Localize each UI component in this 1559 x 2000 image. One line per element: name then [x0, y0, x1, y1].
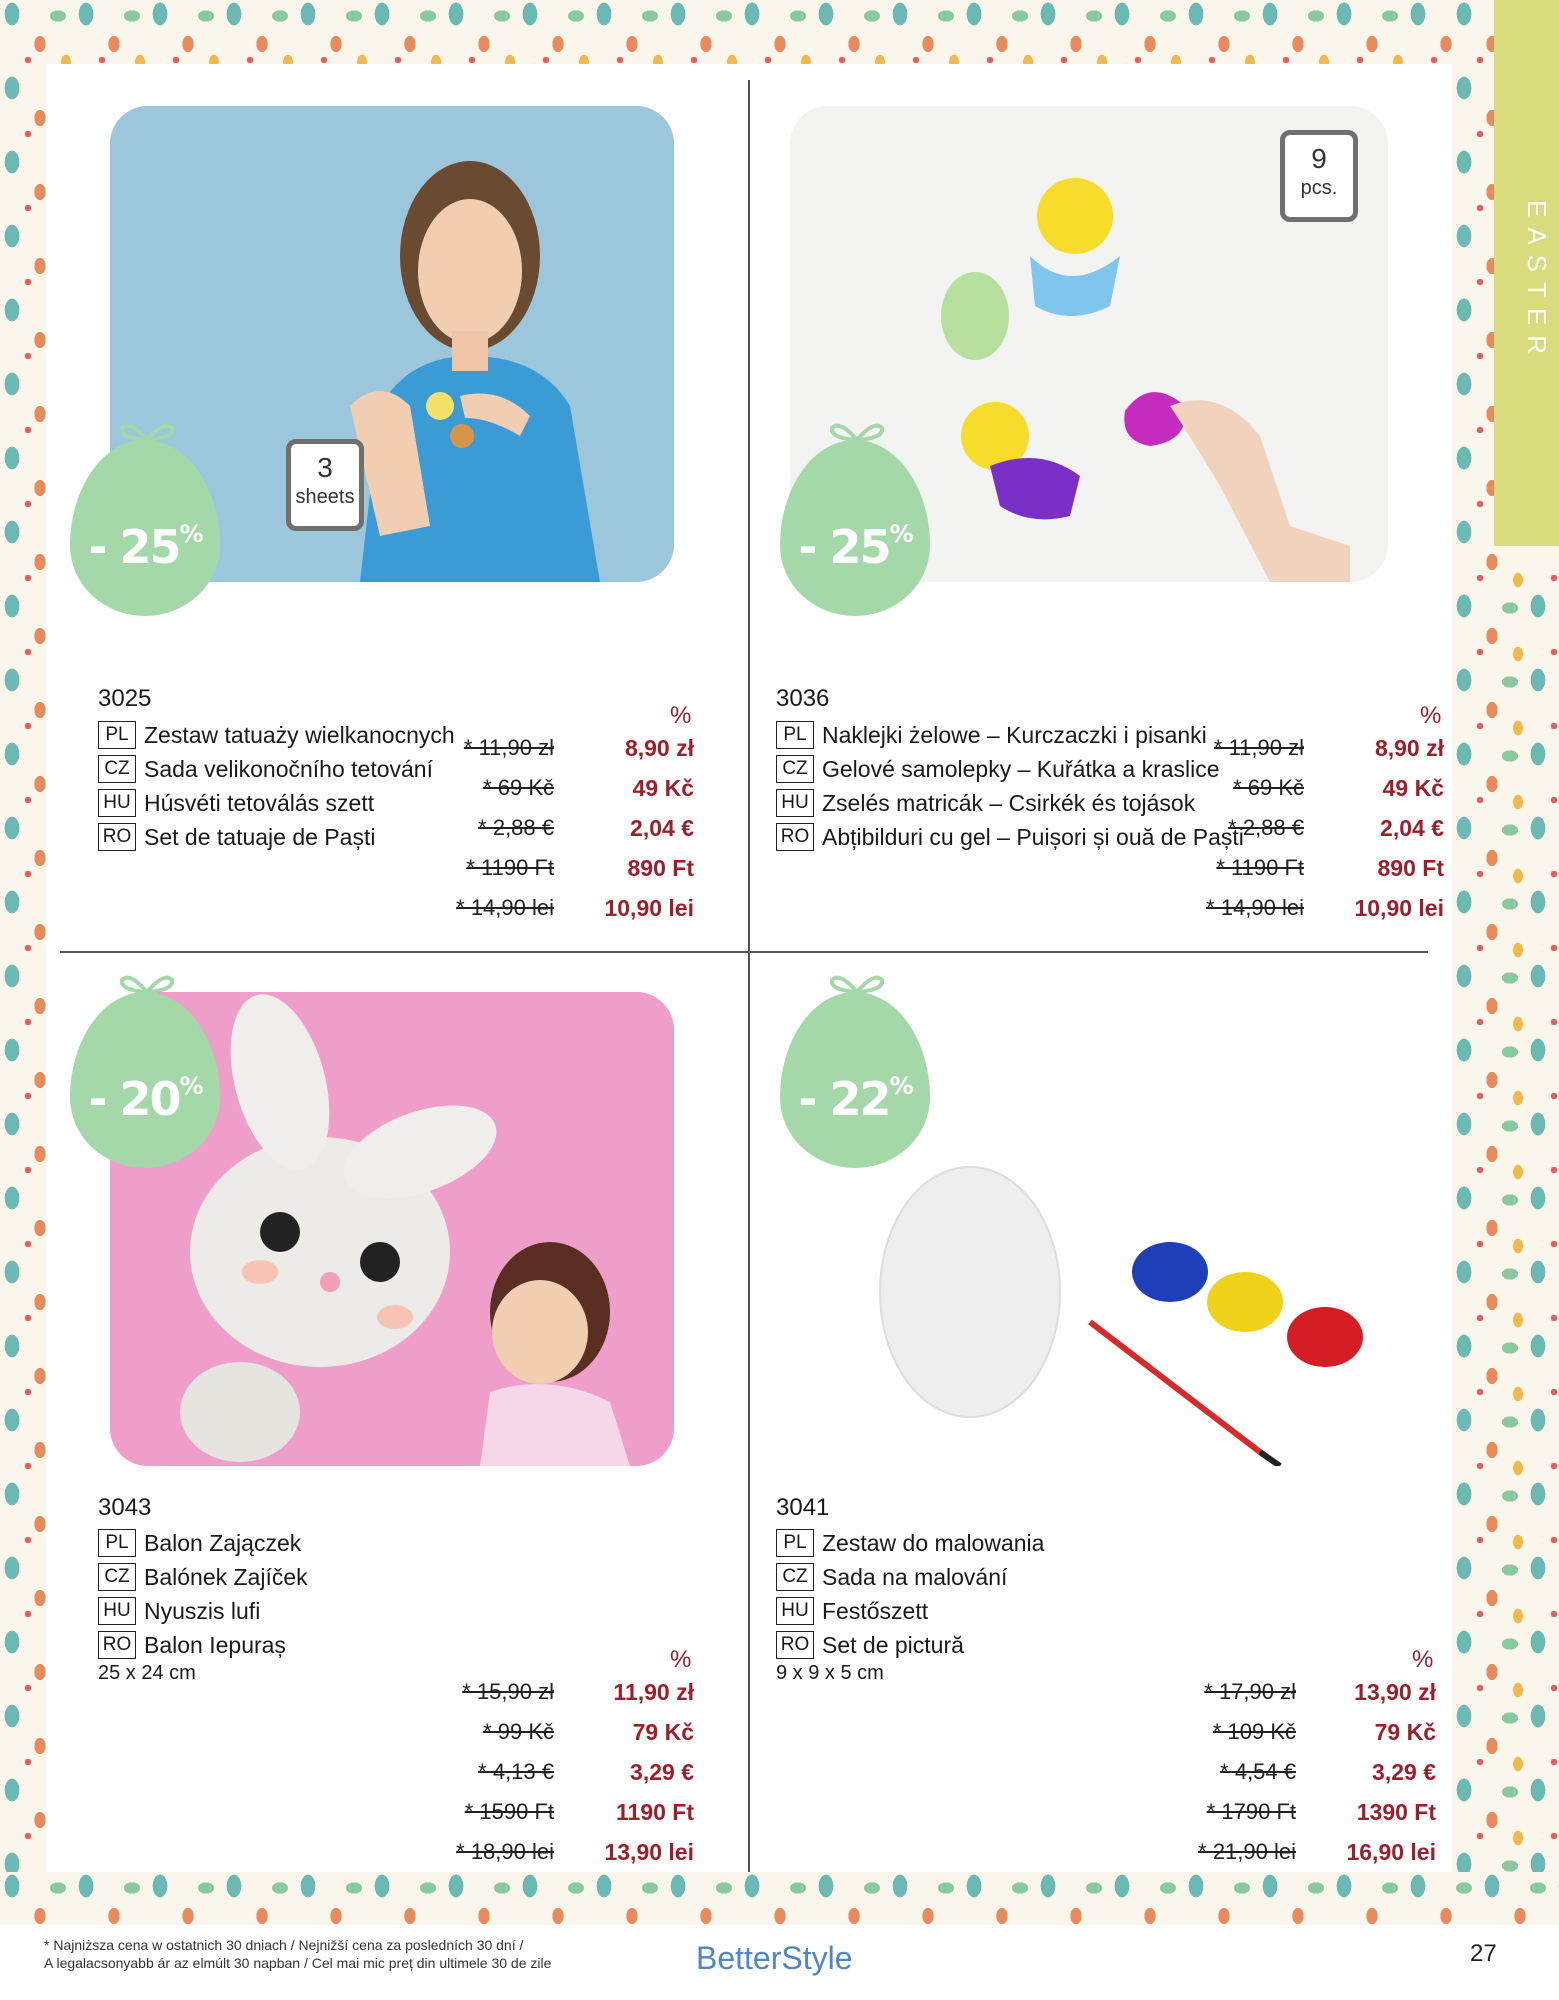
product-name: Húsvéti tetoválás szett — [144, 789, 375, 816]
product-name: Zselés matricák – Csirkék és tojások — [822, 789, 1196, 816]
new-price: 11,90 zł — [613, 1678, 694, 1705]
product-code: 3041 — [776, 1494, 830, 1521]
name-row-ro — [98, 820, 455, 854]
product-name: Set de tatuaje de Paști — [144, 823, 376, 850]
price-row-ron — [1186, 1832, 1436, 1872]
section-tab-label: EASTER — [1522, 200, 1552, 365]
product-code: 3043 — [98, 1494, 152, 1521]
new-price: 49 Kč — [1382, 774, 1444, 801]
piece-count-unit: pcs. — [1300, 177, 1338, 199]
old-price: * 1190 Ft — [466, 855, 554, 880]
percent-header: % — [1420, 702, 1442, 729]
easter-pattern-bottom — [0, 1872, 1559, 1925]
product-name: Sada velikonočního tetování — [144, 755, 433, 782]
lang-tag: HU — [776, 1597, 814, 1625]
discount-egg-badge — [70, 420, 220, 616]
name-row-cz — [98, 1560, 308, 1594]
product-name: Abțibilduri cu gel – Puișori și ouă de Paști — [822, 823, 1244, 850]
price-row-eur — [1186, 1752, 1436, 1792]
new-price: 3,29 € — [630, 1758, 694, 1785]
old-price: * 1790 Ft — [1206, 1799, 1296, 1824]
lang-tag: CZ — [776, 755, 814, 783]
lang-tag: RO — [98, 823, 136, 851]
name-row-hu — [98, 786, 455, 820]
old-price: * 4,13 € — [478, 1759, 554, 1784]
old-price: * 18,90 lei — [456, 1839, 554, 1864]
price-list — [1186, 1672, 1436, 1872]
product-name: Zestaw do malowania — [822, 1529, 1045, 1556]
product-name: Naklejki żelowe – Kurczaczki i pisanki — [822, 721, 1207, 748]
lang-tag: CZ — [98, 755, 136, 783]
price-row-huf — [1194, 848, 1444, 888]
easter-pattern-top — [0, 0, 1559, 64]
old-price: * 4,54 € — [1220, 1759, 1296, 1784]
lang-tag: PL — [98, 721, 136, 749]
section-tab[interactable] — [1494, 0, 1559, 546]
lang-tag: RO — [776, 823, 814, 851]
product-dimensions: 25 x 24 cm — [98, 1662, 196, 1684]
new-price: 2,04 € — [1380, 814, 1444, 841]
lang-tag: RO — [98, 1631, 136, 1659]
discount-percent: % — [889, 1072, 912, 1100]
lowest-price-footnote — [44, 1936, 551, 1972]
product-name: Nyuszis lufi — [144, 1597, 261, 1624]
price-row-czk — [444, 1712, 694, 1752]
old-price: * 21,90 lei — [1198, 1839, 1296, 1864]
product-name: Festőszett — [822, 1597, 929, 1624]
name-row-pl — [776, 718, 1244, 752]
vertical-divider — [748, 80, 750, 1872]
name-row-cz — [776, 1560, 1044, 1594]
old-price: * 1590 Ft — [464, 1799, 554, 1824]
new-price: 890 Ft — [1377, 854, 1444, 881]
sheet-count-number: 3 — [317, 452, 333, 483]
new-price: 79 Kč — [1374, 1718, 1436, 1745]
lang-tag: PL — [98, 1529, 136, 1557]
discount-percent: % — [179, 1072, 202, 1100]
product-code: 3025 — [98, 685, 152, 712]
price-row-ron — [1194, 888, 1444, 928]
product-name: Zestaw tatuaży wielkanocnych — [144, 721, 455, 748]
price-list — [1194, 728, 1444, 928]
lang-tag: RO — [776, 1631, 814, 1659]
name-row-pl — [98, 718, 455, 752]
name-row-hu — [776, 786, 1244, 820]
new-price: 2,04 € — [630, 814, 694, 841]
discount-egg-badge — [70, 972, 220, 1168]
new-price: 8,90 zł — [1374, 734, 1444, 761]
old-price: * 69 Kč — [483, 775, 554, 800]
footnote-line: * Najniższa cena w ostatnich 30 dniach / Nejnižší cena za posledních 30 dní / — [44, 1937, 524, 1953]
discount-percent: % — [179, 520, 202, 548]
new-price: 1190 Ft — [616, 1798, 694, 1825]
old-price: * 69 Kč — [1233, 775, 1304, 800]
percent-header: % — [670, 702, 692, 729]
name-row-hu — [776, 1594, 1044, 1628]
discount-label — [780, 520, 930, 574]
price-row-ron — [444, 1832, 694, 1872]
discount-value: - 25 — [798, 520, 890, 574]
old-price: * 11,90 zł — [463, 735, 554, 760]
old-price: * 1190 Ft — [1216, 855, 1304, 880]
product-name: Balon Zajączek — [144, 1529, 302, 1556]
price-row-pln — [444, 728, 694, 768]
lang-tag: PL — [776, 721, 814, 749]
new-price: 79 Kč — [632, 1718, 694, 1745]
price-list — [444, 1672, 694, 1872]
sheet-count-badge — [286, 439, 364, 531]
new-price: 10,90 lei — [1354, 894, 1444, 921]
price-row-eur — [1194, 808, 1444, 848]
name-row-pl — [98, 1526, 308, 1560]
sheet-count-unit: sheets — [295, 486, 355, 508]
new-price: 49 Kč — [632, 774, 694, 801]
piece-count-badge — [1280, 130, 1358, 222]
price-row-czk — [444, 768, 694, 808]
discount-value: - 25 — [88, 520, 180, 574]
discount-value: - 20 — [88, 1072, 180, 1126]
new-price: 3,29 € — [1372, 1758, 1436, 1785]
old-price: * 11,90 zł — [1213, 735, 1304, 760]
product-names — [776, 1526, 1044, 1662]
product-names — [98, 718, 455, 854]
new-price: 1390 Ft — [1356, 1798, 1436, 1825]
footnote-line: A legalacsonyabb ár az elmúlt 30 napban / Cel mai mic preț din ultimele 30 de zile — [44, 1955, 552, 1971]
lang-tag: CZ — [776, 1563, 814, 1591]
horizontal-divider — [60, 951, 1428, 953]
product-dimensions: 9 x 9 x 5 cm — [776, 1662, 884, 1684]
new-price: 13,90 lei — [604, 1838, 694, 1865]
lang-tag: CZ — [98, 1563, 136, 1591]
price-row-pln — [1194, 728, 1444, 768]
lang-tag: HU — [776, 789, 814, 817]
new-price: 13,90 zł — [1354, 1678, 1436, 1705]
percent-header: % — [1412, 1646, 1434, 1673]
old-price: * 99 Kč — [483, 1719, 554, 1744]
new-price: 8,90 zł — [624, 734, 694, 761]
product-names — [776, 718, 1244, 854]
discount-egg-badge — [780, 420, 930, 616]
name-row-pl — [776, 1526, 1044, 1560]
lang-tag: PL — [776, 1529, 814, 1557]
price-list — [444, 728, 694, 928]
price-row-pln — [444, 1672, 694, 1712]
lang-tag: HU — [98, 789, 136, 817]
price-row-czk — [1186, 1712, 1436, 1752]
price-row-eur — [444, 808, 694, 848]
product-name: Balon Iepuraș — [144, 1631, 286, 1658]
discount-value: - 22 — [798, 1072, 890, 1126]
product-name: Gelové samolepky – Kuřátka a kraslice — [822, 755, 1220, 782]
easter-pattern-left — [0, 0, 46, 1925]
discount-label — [70, 1072, 220, 1126]
new-price: 890 Ft — [627, 854, 694, 881]
discount-egg-badge — [780, 972, 930, 1168]
product-code: 3036 — [776, 685, 830, 712]
name-row-cz — [98, 752, 455, 786]
old-price: * 2,88 € — [1228, 815, 1304, 840]
piece-count-number: 9 — [1311, 143, 1327, 174]
name-row-ro — [776, 1628, 1044, 1662]
name-row-ro — [776, 820, 1244, 854]
old-price: * 14,90 lei — [456, 895, 554, 920]
price-row-eur — [444, 1752, 694, 1792]
old-price: * 14,90 lei — [1206, 895, 1304, 920]
old-price: * 15,90 zł — [462, 1679, 554, 1704]
price-row-ron — [444, 888, 694, 928]
product-name: Set de pictură — [822, 1631, 964, 1658]
name-row-hu — [98, 1594, 308, 1628]
discount-percent: % — [889, 520, 912, 548]
lang-tag: HU — [98, 1597, 136, 1625]
price-row-huf — [444, 848, 694, 888]
old-price: * 109 Kč — [1212, 1719, 1296, 1744]
logo-part-better: Better — [696, 1940, 782, 1976]
old-price: * 17,90 zł — [1204, 1679, 1296, 1704]
new-price: 16,90 lei — [1346, 1838, 1436, 1865]
price-row-huf — [1186, 1792, 1436, 1832]
name-row-ro — [98, 1628, 308, 1662]
name-row-cz — [776, 752, 1244, 786]
logo-part-style: Style — [781, 1940, 853, 1976]
price-row-huf — [444, 1792, 694, 1832]
percent-header: % — [670, 1646, 692, 1673]
old-price: * 2,88 € — [478, 815, 554, 840]
discount-label — [70, 520, 220, 574]
product-name: Balónek Zajíček — [144, 1563, 308, 1590]
price-row-czk — [1194, 768, 1444, 808]
product-name: Sada na malování — [822, 1563, 1008, 1590]
new-price: 10,90 lei — [604, 894, 694, 921]
betterstyle-logo[interactable] — [696, 1940, 853, 1977]
price-row-pln — [1186, 1672, 1436, 1712]
product-names — [98, 1526, 308, 1662]
discount-label — [780, 1072, 930, 1126]
page-number: 27 — [1470, 1940, 1497, 1967]
